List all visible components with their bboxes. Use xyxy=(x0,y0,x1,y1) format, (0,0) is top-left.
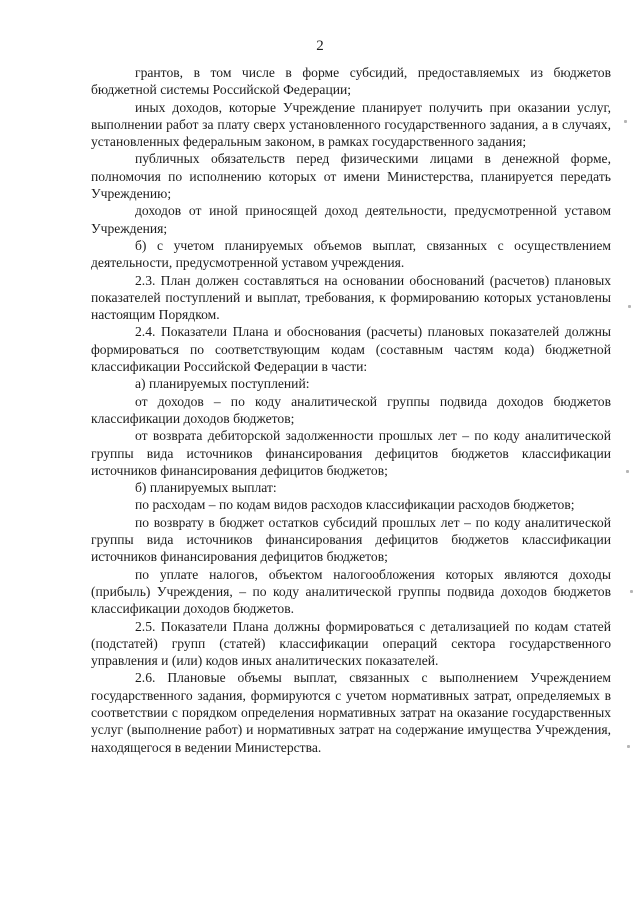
paragraph-planned-receipts: а) планируемых поступлений: xyxy=(135,376,310,392)
paragraph-2-5: 2.5. Показатели Плана должны формироваться с детализацией по кодам статей (подстатей) групп (статей) классификации операций сектора государственного управления и (или) кодов иных аналитических показателей. xyxy=(91,618,611,669)
paragraph-public-obligations: публичных обязательств перед физическими лицами в денежной форме, полномочия по исполнению которых от имени Министерства, планируется передать Учреждению; xyxy=(91,151,611,202)
paragraph-receivables: от возврата дебиторской задолженности прошлых лет – по коду аналитической группы вида источников финансирования дефицитов бюджетов классификации источников финансирования дефицитов бюджетов; xyxy=(91,428,611,478)
paragraph-planned-payments: б) с учетом планируемых объемов выплат, связанных с осуществлением деятельности, предусмотренной уставом учреждения. xyxy=(91,237,611,271)
paragraph-from-income: от доходов – по коду аналитической группы подвида доходов бюджетов классификации доходов бюджетов; xyxy=(91,393,611,426)
scan-speck xyxy=(627,745,630,748)
page-number: 2 xyxy=(316,38,324,54)
paragraph-2-3: 2.3. План должен составляться на основании обоснований (расчетов) плановых показателей поступлений и выплат, требования, к формированию которых установлены настоящим Порядком. xyxy=(91,272,611,323)
scan-speck xyxy=(630,590,633,593)
document-body xyxy=(91,64,611,756)
paragraph-subsidy-return: по возврату в бюджет остатков субсидий прошлых лет – по коду аналитической группы вида источников финансирования дефицитов бюджетов классификации источников финансирования дефицитов бюджетов; xyxy=(91,514,611,565)
paragraph-planned-expenditures: б) планируемых выплат: xyxy=(135,480,277,496)
paragraph-2-6: 2.6. Плановые объемы выплат, связанных с выполнением Учреждением государственного задания, формируются с учетом нормативных затрат, определяемых в соответствии с порядком определения нормативных затрат на оказание государственных услуг (выполнение работ) и нормативных затрат на содержание имущества Учреждения, находящегося в ведении Министерства. xyxy=(91,670,611,755)
paragraph-other-income: иных доходов, которые Учреждение планирует получить при оказании услуг, выполнении работ за плату сверх установленного государственного задания, а в случаях, установленных федеральным законом, в рамках государственного задания; xyxy=(91,99,611,150)
paragraph-grants: грантов, в том числе в форме субсидий, предоставляемых из бюджетов бюджетной системы Российской Федерации; xyxy=(91,65,611,98)
paragraph-income-activity: доходов от иной приносящей доход деятельности, предусмотренной уставом Учреждения; xyxy=(91,203,611,236)
scan-speck xyxy=(624,120,627,123)
scan-speck xyxy=(626,470,629,473)
paragraph-2-4: 2.4. Показатели Плана и обоснования (расчеты) плановых показателей должны формироваться по соответствующим кодам (составным частям кода) бюджетной классификации Российской Федерации в части: xyxy=(91,324,611,375)
scan-speck xyxy=(628,305,631,308)
paragraph-expenditures: по расходам – по кодам видов расходов классификации расходов бюджетов; xyxy=(135,497,575,513)
paragraph-taxes: по уплате налогов, объектом налогообложения которых являются доходы (прибыль) Учреждения, – по коду аналитической группы подвида доходов бюджетов классификации доходов бюджетов. xyxy=(91,566,611,617)
